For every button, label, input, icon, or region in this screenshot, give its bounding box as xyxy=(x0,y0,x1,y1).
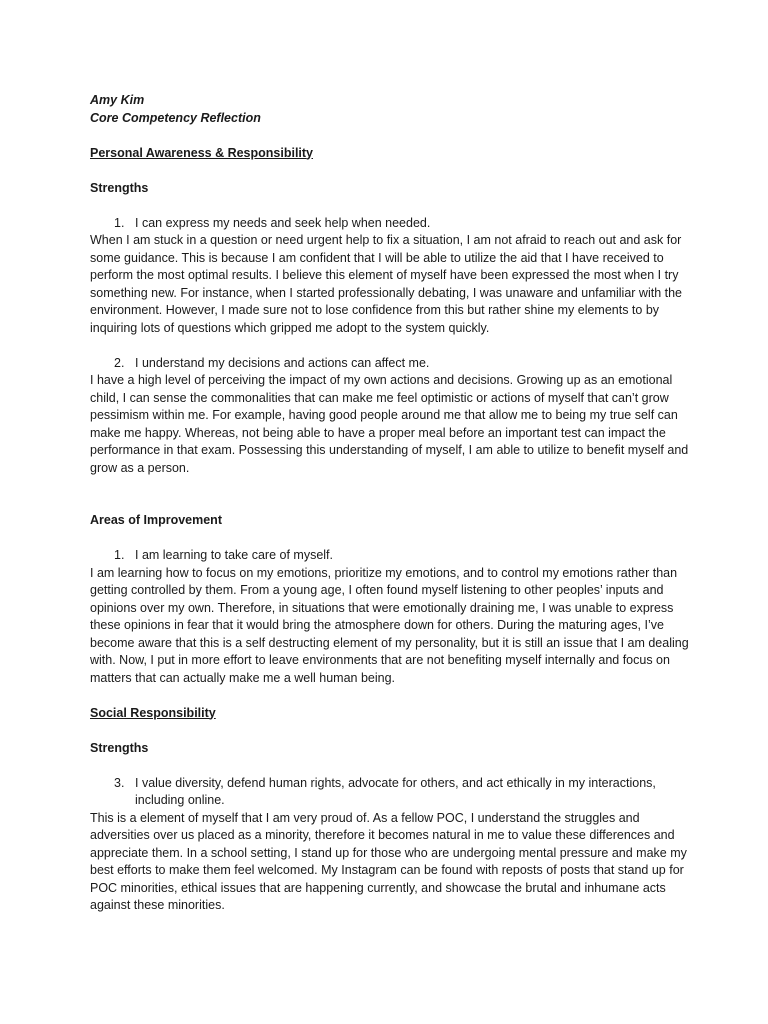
strengths-heading-personal: Strengths xyxy=(90,180,149,195)
list-item-text: I understand my decisions and actions can affect me. xyxy=(135,355,430,370)
spacer xyxy=(90,722,690,740)
spacer xyxy=(90,477,690,512)
list-item-text: I can express my needs and seek help when needed. xyxy=(135,215,431,230)
list-number: 1. xyxy=(114,215,125,230)
list-item xyxy=(90,547,690,565)
list-item-text: I am learning to take care of myself. xyxy=(135,548,334,562)
spacer xyxy=(90,162,690,180)
list-item xyxy=(90,355,690,373)
spacer xyxy=(90,530,690,548)
list-item xyxy=(90,775,690,810)
paragraph: When I am stuck in a question or need urgent help to fix a situation, I am not afraid to reach out and ask for some guidance. This is because I am confident that I will be able to utilize the aid that I have received to perform the most optimal results. I believe this element of myself have been expressed the most when I try something new. For instance, when I started professionally debating, I was unaware and unfamiliar with the environment. However, I made sure not to lose confidence from this but rather shine my elements to by inquiring lots of questions which gripped me adopt to the system quickly. xyxy=(90,233,682,335)
list-item xyxy=(90,215,690,233)
author-name: Amy Kim xyxy=(90,93,145,107)
spacer xyxy=(90,197,690,215)
improvement-heading: Areas of Improvement xyxy=(90,513,222,527)
document-title: Core Competency Reflection xyxy=(90,110,261,125)
list-item-text: I value diversity, defend human rights, advocate for others, and act ethically in my interactions, including online. xyxy=(135,775,656,807)
list-number: 3. xyxy=(114,775,125,790)
paragraph: I have a high level of perceiving the impact of my own actions and decisions. Growing up as an emotional child, I can sense the commonalities that can make me feel optimistic or actions of myself that can’t grow pessimism within me. For example, having good people around me that allow me to being my true self can make me happy. Whereas, not being able to have a proper meal before an important test can impact the performance in that exam. Possessing this understanding of myself, I am able to utilize to benefit myself and grow as a person. xyxy=(90,373,689,475)
paragraph: I am learning how to focus on my emotions, prioritize my emotions, and to control my emotions rather than getting controlled by them. From a young age, I often found myself listening to other peoples’ inputs and opinions over my own. Therefore, in situations that were emotionally draining me, I was unable to express these opinions in fear that it would bring the atmosphere down for others. During the maturing ages, I’ve become aware that this is a self destructing element of my personality, but it is still an issue that I am dealing with. Now, I put in more effort to leave environments that are not benefiting myself internally and focus on matters that can actually make me a well human being. xyxy=(90,565,689,685)
spacer xyxy=(90,127,690,145)
strengths-heading-social: Strengths xyxy=(90,740,149,755)
spacer xyxy=(90,337,690,355)
section-heading-personal: Personal Awareness & Responsibility xyxy=(90,145,313,160)
list-number: 1. xyxy=(114,548,125,562)
list-number: 2. xyxy=(114,355,125,370)
document-page xyxy=(90,92,690,915)
spacer xyxy=(90,687,690,705)
spacer xyxy=(90,757,690,775)
paragraph: This is a element of myself that I am very proud of. As a fellow POC, I understand the struggles and adversities over us placed as a minority, therefore it becomes natural in me to value these differences and appreciate them. In a school setting, I stand up for those who are undergoing mental pressure and make my best efforts to make them feel welcomed. My Instagram can be found with reposts of posts that stand up for POC minorities, ethical issues that are happening currently, and showcase the brutal and inhumane acts against these minorities. xyxy=(90,810,687,912)
section-heading-social: Social Responsibility xyxy=(90,705,216,720)
